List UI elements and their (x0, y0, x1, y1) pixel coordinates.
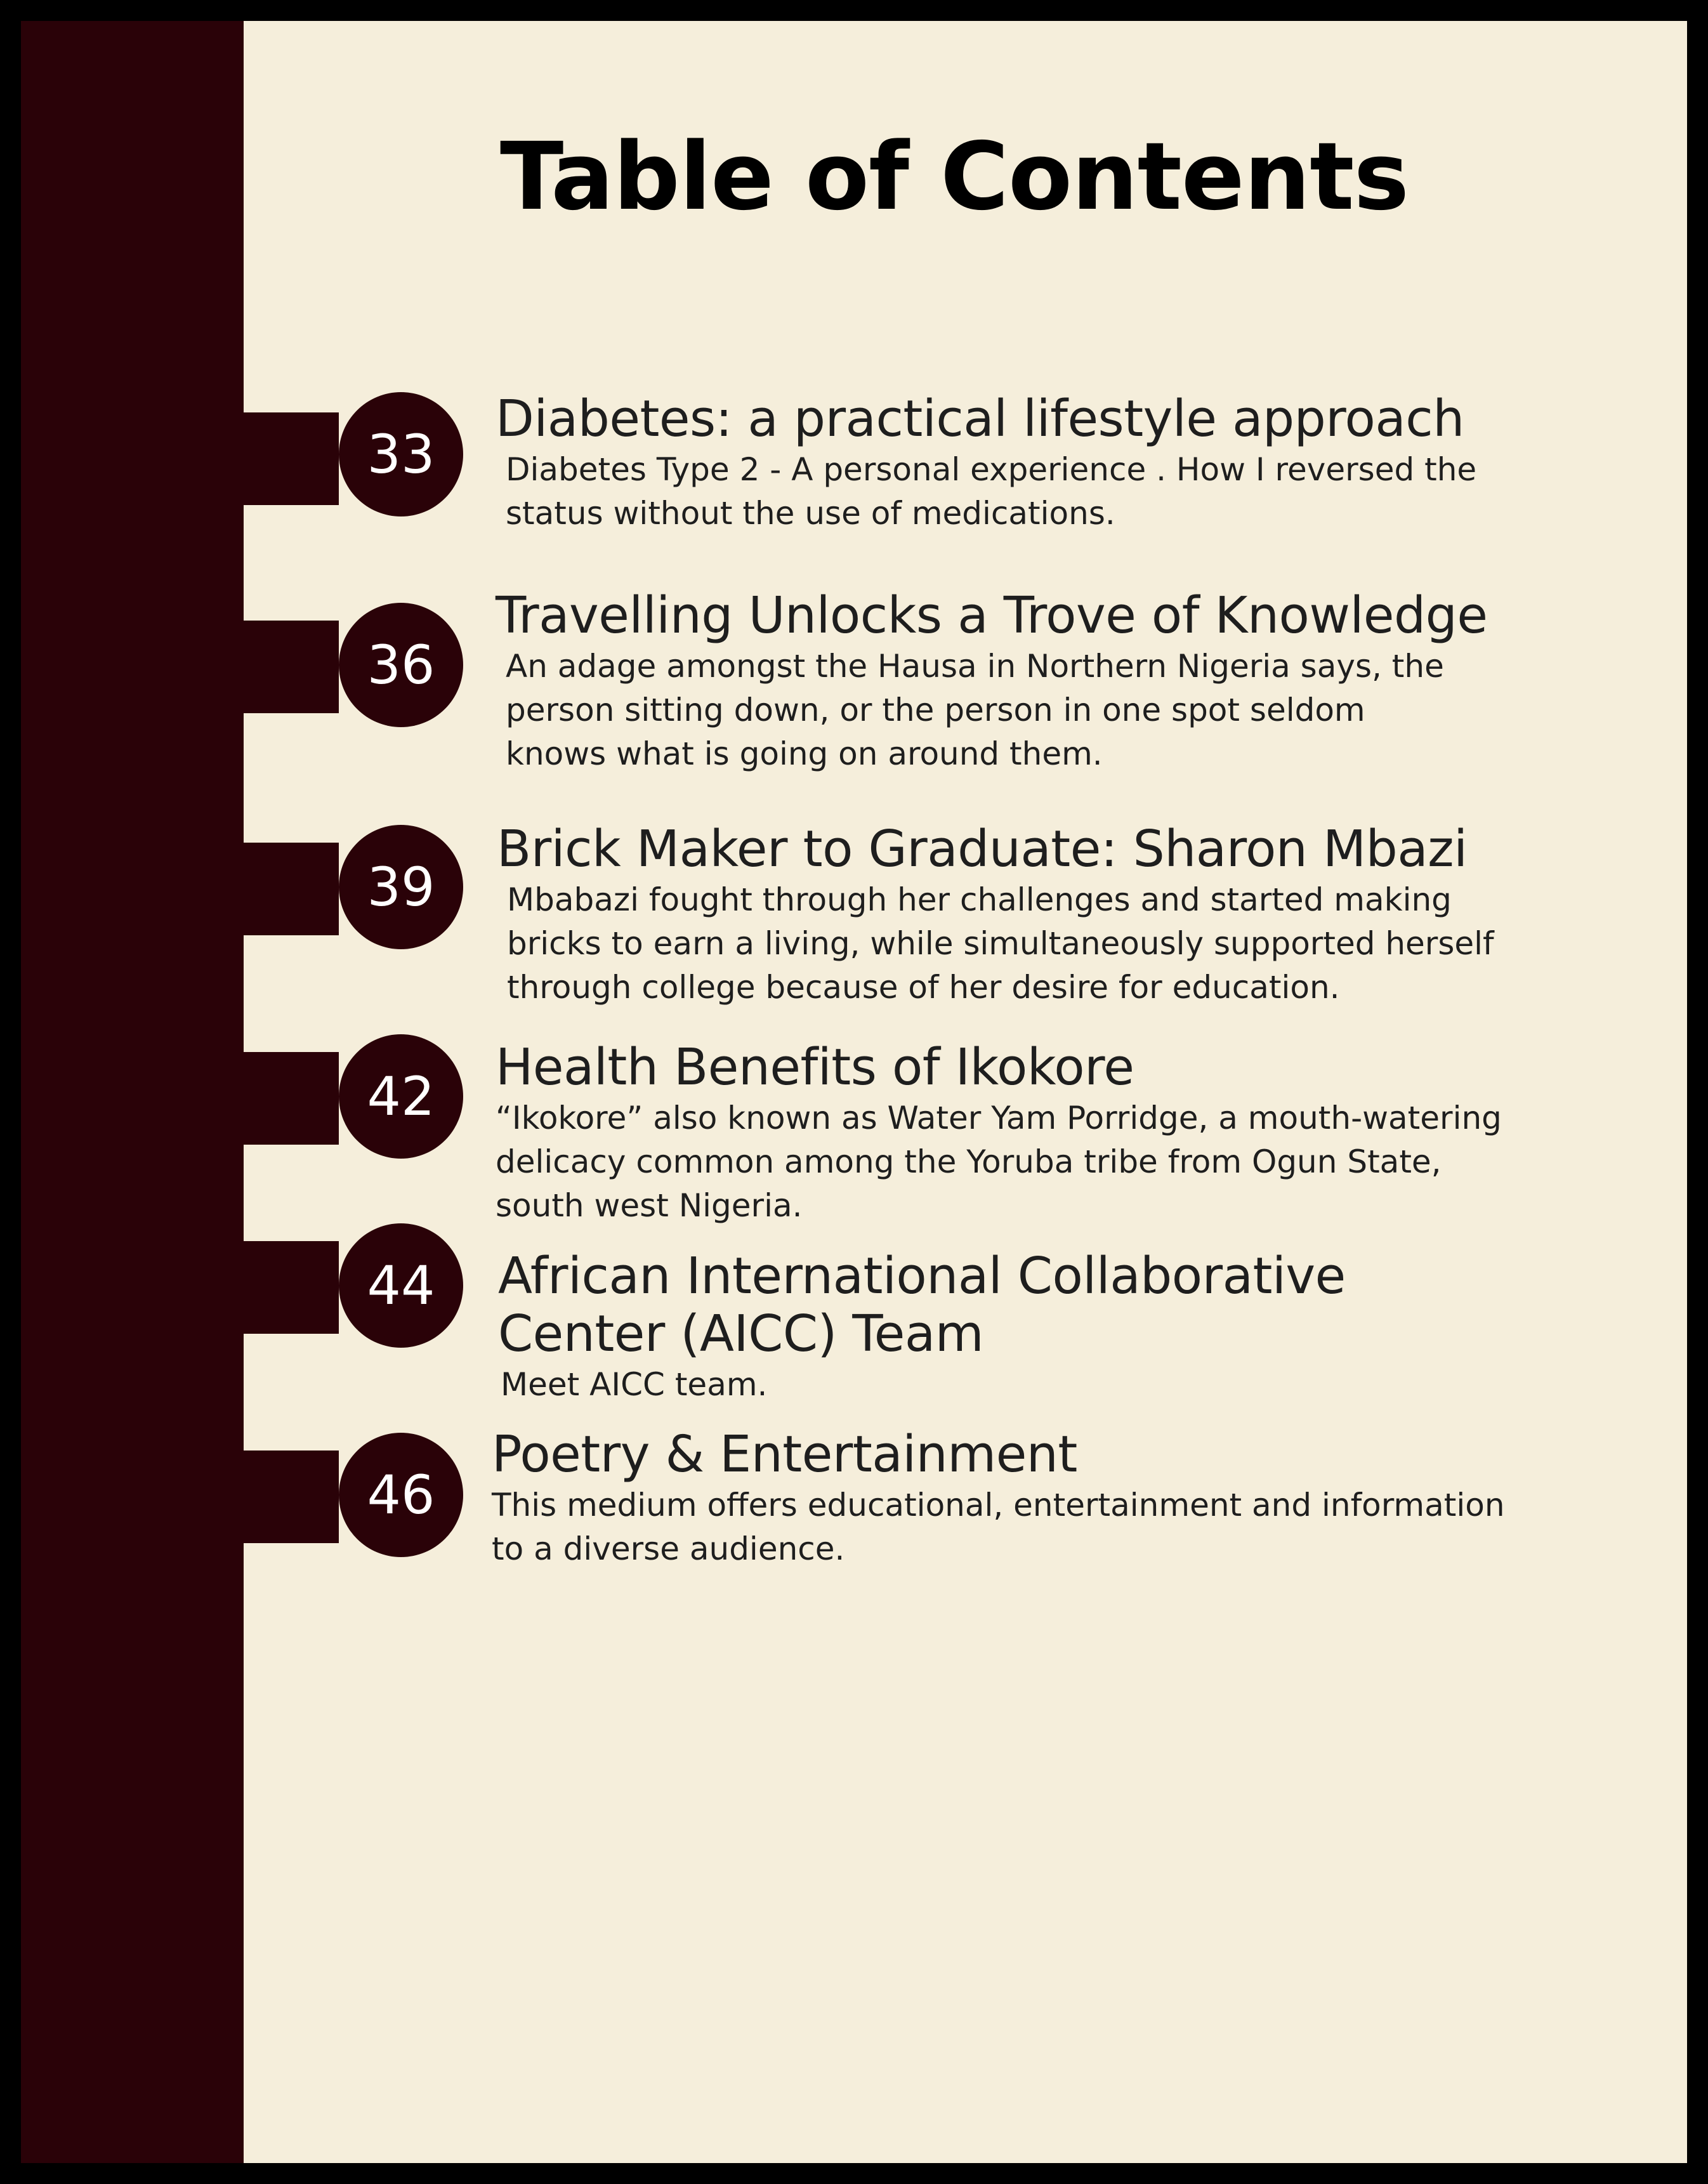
page-tab (244, 1052, 339, 1145)
entry-description: Meet AICC team. (501, 1366, 768, 1403)
page-tab (244, 1451, 339, 1543)
entry-title: Brick Maker to Graduate: Sharon Mbazi (497, 820, 1468, 878)
entry-description: This medium offers educational, entertainment and information to a diverse audience. (492, 1487, 1505, 1567)
entry-description: Diabetes Type 2 - A personal experience . How I reversed the status without the use of medications. (506, 451, 1477, 532)
page-number-badge: 44 (339, 1223, 463, 1348)
page-number-badge: 42 (339, 1034, 463, 1159)
page-tab (244, 1241, 339, 1334)
entry-title: Poetry & Entertainment (492, 1425, 1077, 1483)
entry-title: Health Benefits of Ikokore (496, 1038, 1134, 1096)
entry-description: An adage amongst the Hausa in Northern Nigeria says, the person sitting down, or the person in one spot seldom knows what is going on around them. (506, 648, 1444, 772)
page-title: Table of Contents (500, 122, 1409, 231)
toc-entry[interactable] (496, 1039, 1625, 1228)
page-tab (244, 412, 339, 505)
entry-title: African International Collaborative Center (AICC) Team (498, 1247, 1346, 1363)
page-number-badge: 39 (339, 825, 463, 949)
page-number-badge: 36 (339, 603, 463, 727)
sidebar-bar (21, 21, 244, 2163)
toc-entry[interactable] (498, 1247, 1627, 1407)
page-tab (244, 843, 339, 935)
toc-entry[interactable] (496, 587, 1625, 776)
toc-entry[interactable] (497, 820, 1626, 1010)
entry-description: Mbabazi fought through her challenges and started making bricks to earn a living, while simultaneously supported herself through college because of her desire for education. (507, 881, 1494, 1006)
toc-entry[interactable] (492, 1426, 1621, 1571)
page-number-badge: 33 (339, 392, 463, 516)
entry-title: Travelling Unlocks a Trove of Knowledge (496, 586, 1488, 645)
page-number-badge: 46 (339, 1433, 463, 1557)
page-tab (244, 621, 339, 713)
entry-title: Diabetes: a practical lifestyle approach (496, 390, 1464, 448)
entry-description: “Ikokore” also known as Water Yam Porridge, a mouth-watering delicacy common among the Yoruba tribe from Ogun State, south west Nigeria. (496, 1100, 1502, 1224)
page (21, 21, 1687, 2163)
toc-entry[interactable] (496, 390, 1625, 536)
